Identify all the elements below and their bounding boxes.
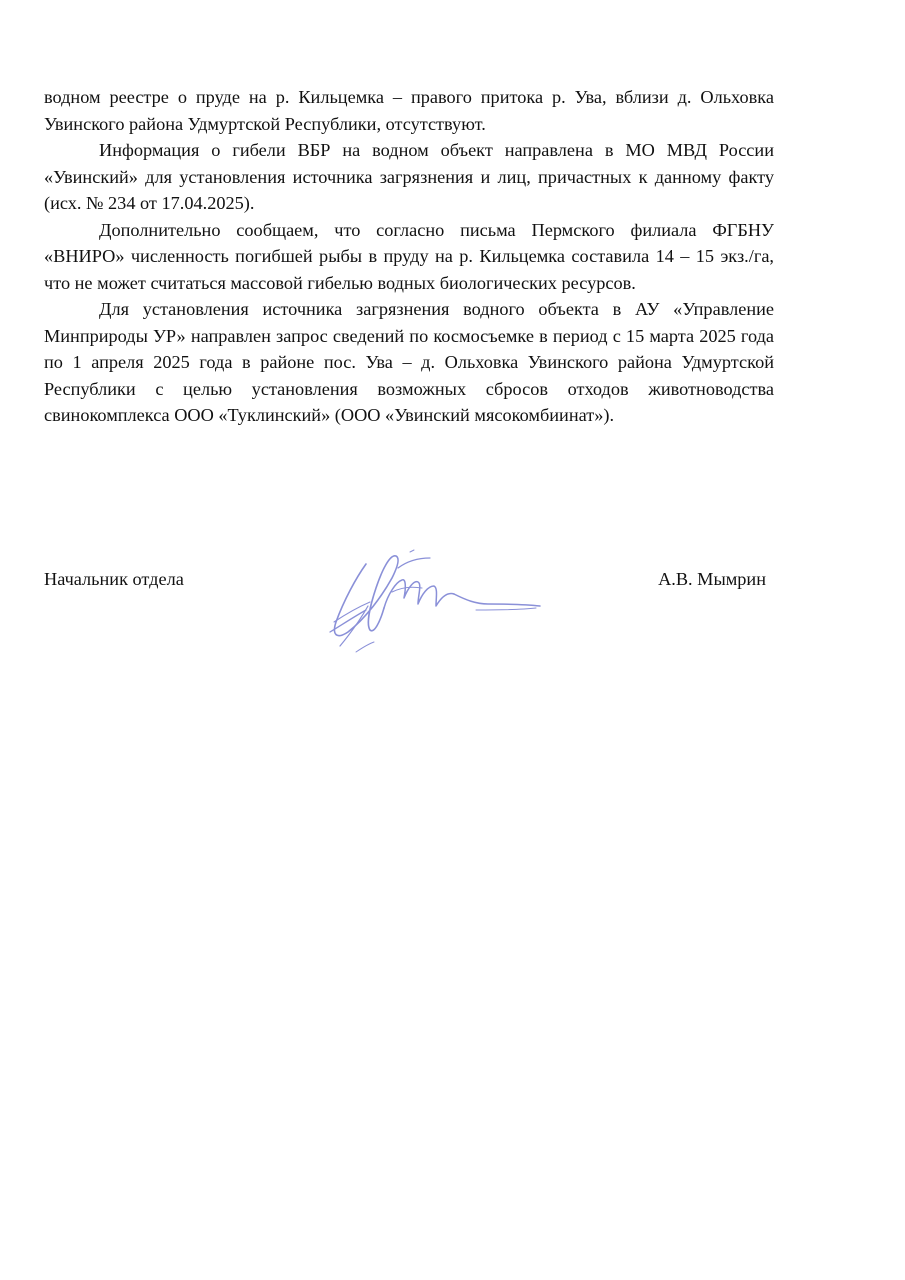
paragraph-satellite-request: Для установления источника загрязнения водного объекта в АУ «Управление Минприроды УР» направлен запрос сведений по космосъемке в период с 15 марта 2025 года по 1 апреля 2025 года в районе пос. Ува – д. Ольховка Увинского района Удмуртской Республики с целью установления возможных сбросов отходов животноводства свинокомплекса ООО «Туклинский» (ООО «Увинский мясокомбиинат»).: [44, 299, 774, 425]
signatory-position: Начальник отдела: [44, 569, 184, 589]
handwritten-signature: [326, 548, 551, 660]
paragraph-vniro-fish-count: Дополнительно сообщаем, что согласно письма Пермского филиала ФГБНУ «ВНИРО» численность погибшей рыбы в пруду на р. Кильцемка составила 14 – 15 экз./га, что не может считаться массовой гибелью водных биологических ресурсов.: [44, 219, 774, 293]
signatory-name: А.В. Мымрин: [658, 569, 766, 589]
paragraph-mvd-notice: Информация о гибели ВБР на водном объект направлена в МО МВД России «Увинский» для установления источника загрязнения и лиц, причастных к данному факту (исх. № 234 от 17.04.2025).: [44, 140, 774, 213]
paragraph-water-registry: водном реестре о пруде на р. Кильцемка – правого притока р. Ува, вблизи д. Ольховка Увинского района Удмуртской Республики, отсутствуют.: [44, 87, 774, 134]
letter-body: [44, 84, 774, 429]
